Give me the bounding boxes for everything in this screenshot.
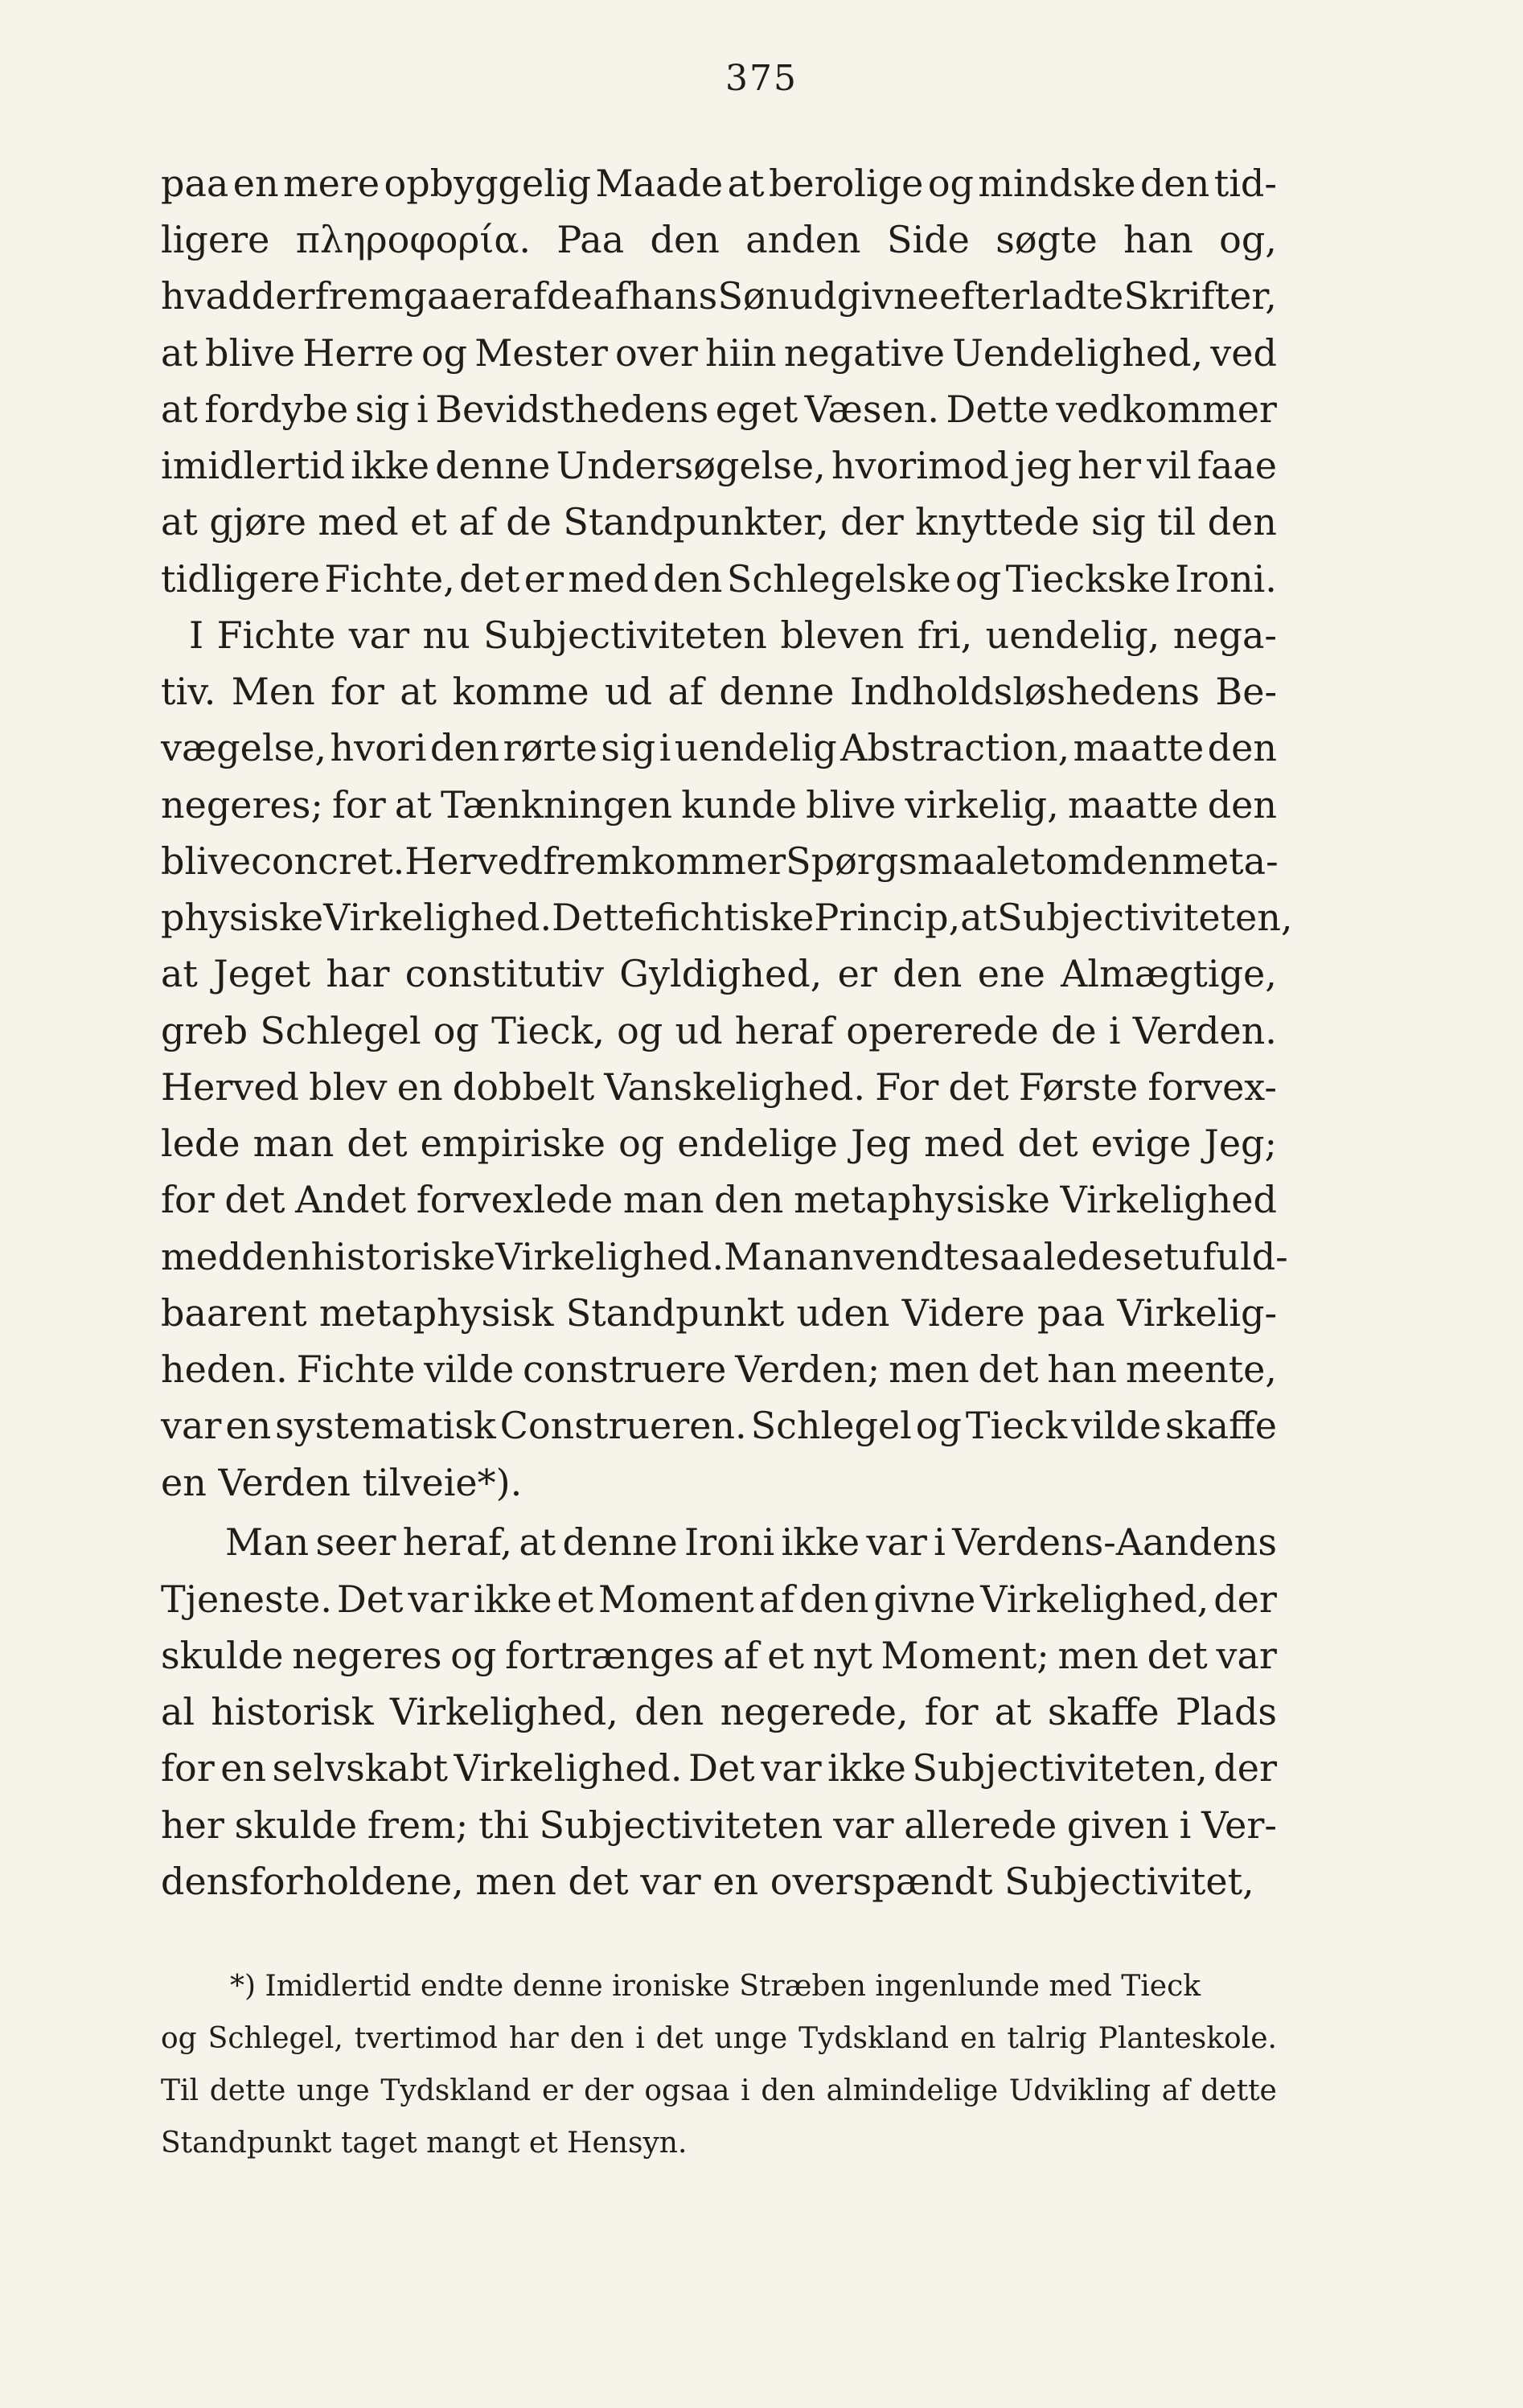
body-line: for det Andet forvexlede man den metaphysiske Virkelighed xyxy=(161,1178,1277,1221)
footnote-line: Til dette unge Tydskland er der ogsaa i den almindelige Udvikling af dette xyxy=(161,2074,1277,2107)
body-line: greb Schlegel og Tieck, og ud heraf opererede de i Verden. xyxy=(161,1009,1277,1052)
body-line: at Jeget har constitutiv Gyldighed, er den ene Almægtige, xyxy=(161,952,1277,995)
body-line: at gjøre med et af de Standpunkter, der knyttede sig til den xyxy=(161,500,1277,544)
body-line: densforholdene, men det var en overspændt Subjectivitet, xyxy=(161,1860,1254,1903)
body-line: vægelse, hvori den rørte sig i uendelig Abstraction, maatte den xyxy=(161,726,1277,769)
body-line: baarent metaphysisk Standpunkt uden Videre paa Virkelig- xyxy=(161,1291,1277,1335)
body-line: Man seer heraf, at denne Ironi ikke var i Verdens-Aandens xyxy=(225,1520,1277,1564)
body-line: med den historiske Virkelighed. Man anvendte saaledes et ufuld- xyxy=(161,1235,1288,1278)
body-line: tidligere Fichte, det er med den Schlegelske og Tieckske Ironi. xyxy=(161,557,1277,601)
page-number: 375 xyxy=(725,58,798,99)
body-line: heden. Fichte vilde construere Verden; men det han meente, xyxy=(161,1348,1277,1391)
body-line: al historisk Virkelighed, den negerede, for at skaffe Plads xyxy=(161,1690,1277,1733)
body-line: imidlertid ikke denne Undersøgelse, hvorimod jeg her vil faae xyxy=(161,444,1277,487)
body-line: Tjeneste. Det var ikke et Moment af den givne Virkelighed, der xyxy=(161,1577,1277,1621)
footnote-line: Standpunkt taget mangt et Hensyn. xyxy=(161,2127,688,2160)
body-line: I Fichte var nu Subjectiviteten bleven fri, uendelig, nega- xyxy=(189,613,1277,657)
body-line: paa en mere opbyggelig Maade at berolige og mindske den tid- xyxy=(161,162,1277,205)
body-line: Herved blev en dobbelt Vanskelighed. For det Første forvex- xyxy=(161,1065,1277,1109)
body-line: lede man det empiriske og endelige Jeg med det evige Jeg; xyxy=(161,1122,1277,1165)
body-line: blive concret. Herved fremkommer Spørgsmaalet om den meta- xyxy=(161,839,1279,883)
body-line: hvad der fremgaaer af de af hans Søn udgivne efterladte Skrifter, xyxy=(161,274,1277,318)
footnote-line: *) Imidlertid endte denne ironiske Stræben ingenlunde med Tieck xyxy=(230,1970,1201,2003)
body-line: at fordybe sig i Bevidsthedens eget Væsen. Dette vedkommer xyxy=(161,388,1277,431)
footnote-line: og Schlegel, tvertimod har den i det unge Tydskland en talrig Planteskole. xyxy=(161,2022,1277,2055)
body-line: var en systematisk Construeren. Schlegel og Tieck vilde skaffe xyxy=(161,1404,1277,1447)
body-line: negeres; for at Tænkningen kunde blive virkelig, maatte den xyxy=(161,783,1277,827)
body-line: tiv. Men for at komme ud af denne Indholdsløshedens Be- xyxy=(161,670,1277,713)
body-line: physiske Virkelighed. Dette fichtiske Princip, at Subjectiviteten, xyxy=(161,896,1293,939)
body-line: ligere πληροφορία. Paa den anden Side søgte han og, xyxy=(161,218,1277,261)
body-line: en Verden tilveie*). xyxy=(161,1461,523,1504)
body-line: skulde negeres og fortrænges af et nyt Moment; men det var xyxy=(161,1634,1277,1677)
body-line: for en selvskabt Virkelighed. Det var ikke Subjectiviteten, der xyxy=(161,1746,1277,1790)
body-line: her skulde frem; thi Subjectiviteten var allerede given i Ver- xyxy=(161,1803,1277,1847)
body-line: at blive Herre og Mester over hiin negative Uendelighed, ved xyxy=(161,331,1277,375)
